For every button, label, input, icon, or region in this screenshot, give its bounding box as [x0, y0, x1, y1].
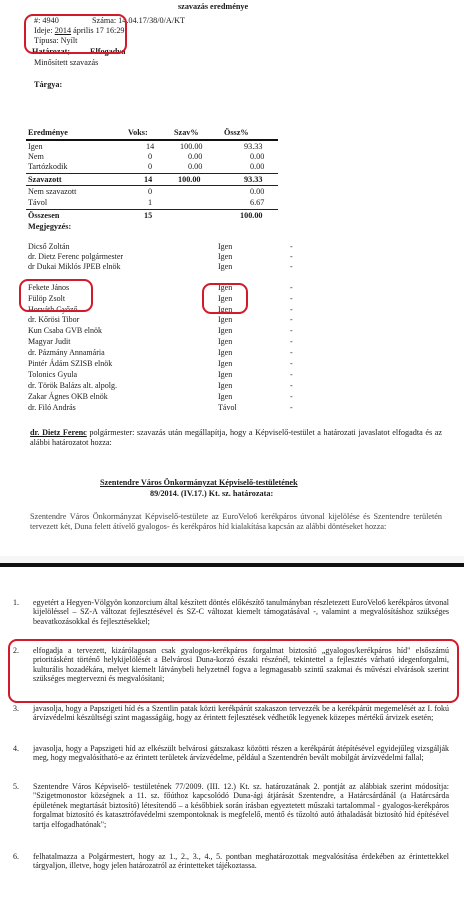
decision-value: Elfogadva [90, 47, 126, 56]
voter-vote: Igen [218, 326, 233, 335]
item-number: 3. [13, 704, 19, 713]
results-row-voks: 1 [148, 198, 153, 207]
voter-dash: - [290, 294, 293, 303]
conclusion-text: polgármester: szavazás után megállapítja, hogy a Képviselő-testület a határozati javaslatot elfogadta és az alábbi határozatot hozza: [30, 428, 443, 447]
results-voted-szav: 100.00 [178, 175, 201, 184]
voter-dash: - [290, 315, 293, 324]
voter-dash: - [290, 252, 293, 261]
voter-name: dr. Filó András [28, 403, 76, 412]
voter-dash: - [290, 283, 293, 292]
vote-time-year: 2014 [54, 26, 72, 35]
page-divider [0, 563, 464, 567]
results-rule [26, 209, 278, 210]
remarks-label: Megjegyzés: [28, 222, 72, 231]
voter-vote: Igen [218, 392, 233, 401]
voter-dash: - [290, 359, 293, 368]
results-row-label: Nem [28, 152, 44, 161]
results-total-voks: 15 [144, 211, 153, 220]
voter-vote: Igen [218, 370, 233, 379]
voter-vote: Igen [218, 305, 233, 314]
voter-vote: Igen [218, 337, 233, 346]
resolution-title: Szentendre Város Önkormányzat Képviselő-testületének [100, 478, 298, 487]
qualified-vote: Minősített szavazás [34, 58, 99, 67]
item-text: felhatalmazza a Polgármestert, hogy az 1., 2., 3., 4., 5. pontban meghatározottak megvalósítása érdekében az érintettekkel tárgyaljon, illetve, hogy jelen határozatról az érintetteket tájékoztassa. [33, 852, 449, 871]
voter-vote: Távol [218, 403, 237, 412]
results-row-label: Tartózkodik [28, 162, 68, 171]
voter-name: Kun Csaba GVB elnök [28, 326, 102, 335]
voter-name: Dicső Zoltán [28, 242, 70, 251]
results-row-szav: 0.00 [188, 162, 203, 171]
voter-dash: - [290, 381, 293, 390]
results-row-ossz: 0.00 [250, 152, 265, 161]
item-text: elfogadja a tervezett, kizárólagosan csak gyalogos-kerékpáros forgalmat biztosító „gyalogos/kerékpáros híd" elsőszámú prioritásként történő helykijelölését a Belvárosi Duna-korzó északi részénél, tekintettel a fejlesztés várható idegenforgalmi, kulturális hozadékára, melyet kiemelt látványbeli helyzetnél fogva a legmagasabb szintű szakmai és művészi elvárások szerint szükséges megtervezni és megvalósítani; [33, 646, 449, 684]
item-number: 2. [13, 646, 19, 655]
results-header-szav: Szav% [174, 128, 199, 137]
voter-dash: - [290, 262, 293, 271]
voter-vote: Igen [218, 348, 233, 357]
results-total-label: Összesen [28, 211, 60, 220]
voter-dash: - [290, 337, 293, 346]
results-row-ossz: 93.33 [244, 142, 263, 151]
item-number: 4. [13, 744, 19, 753]
item-number: 6. [13, 852, 19, 861]
item-number: 5. [13, 782, 19, 791]
voter-dash: - [290, 348, 293, 357]
results-row-ossz: 0.00 [250, 162, 265, 171]
voter-name: Magyar Judit [28, 337, 71, 346]
voter-name: dr Dukai Miklós JPEB elnök [28, 262, 121, 271]
item-number: 1. [13, 598, 19, 607]
page-heading: szavazás eredménye [178, 2, 249, 11]
item-text: javasolja, hogy a Papszigeti híd és a Szentlin patak közti kerékpárút szakaszon tervezzék be a kerékpárút megemelését az I. fokú árvízvédelmi készültségi szint magasságáig, hogy az érintett fejlesztések védhetők legyenek közepes mértékű árvizek esetén; [33, 704, 449, 723]
voter-name: Fülöp Zsolt [28, 294, 66, 303]
voter-name: dr. Török Balázs alt. alpolg. [28, 381, 117, 390]
item-text: javasolja, hogy a Papszigeti híd az elkészült belvárosi gátszakasz közötti részen a kerékpárút átépítésével egyidejűleg vizsgálják meg, hogy megvalósítható-e az érintett területek árvízvédelme, például a Szentendrén bevált mobilgát árvízvédelmi fallal; [33, 744, 449, 763]
voter-vote: Igen [218, 381, 233, 390]
voter-name: Zakar Ágnes OKB elnök [28, 392, 108, 401]
results-row-voks: 14 [146, 142, 155, 151]
results-row-label: Nem szavazott [28, 187, 77, 196]
results-header-rule [26, 139, 278, 141]
results-row-label: Távol [28, 198, 48, 207]
results-row-ossz: 6.67 [250, 198, 265, 207]
vote-time-rest: április 17 16:29 [73, 26, 125, 35]
results-row-szav: 100.00 [180, 142, 203, 151]
voter-vote: Igen [218, 242, 233, 251]
voter-name: Tolonics Gyula [28, 370, 77, 379]
results-header-label: Eredménye [28, 128, 68, 137]
conclusion-paragraph [30, 428, 442, 448]
subject-label: Tárgya: [34, 80, 63, 89]
results-voted-voks: 14 [144, 175, 153, 184]
scan-gap [0, 556, 464, 563]
item-text: Szentendre Város Képviselő- testületének 77/2009. (III. 12.) Kt. sz. határozatának 2. pontját az alábbiak szerint módosítja: "Szigetmonostor községnek a 11. sz. főúthoz kapcsolódó Duna-ági átjárását Szentendre, a Határcsárdánál (a Határcsárda épületének megtartását biztosító) létesítendő – a későbbiek során írásban egyeztetett műszaki tartalommal - gyalogos-kerékpáros forgalmat biztosító és katasztrófavédelmi szempontoknak is megfelelő, mentő és tűzoltó autó áthaladását biztosító híd építésével tartja elfogadhatónak"; [33, 782, 449, 829]
results-row-voks: 0 [148, 162, 153, 171]
results-row-label: Igen [28, 142, 43, 151]
voter-dash: - [290, 242, 293, 251]
voter-vote: Igen [218, 315, 233, 324]
voter-dash: - [290, 305, 293, 314]
voter-dash: - [290, 370, 293, 379]
resolution-number: 89/2014. (IV.17.) Kt. sz. határozata: [150, 489, 274, 498]
results-header-voks: Voks: [128, 128, 148, 137]
results-rule [26, 185, 278, 186]
decision-label: Határozat; [32, 47, 71, 56]
record-id: #: 4940 [34, 16, 59, 25]
results-voted-ossz: 93.33 [244, 175, 263, 184]
voter-vote: Igen [218, 252, 233, 261]
vote-time-label: Ideje: [34, 26, 53, 35]
voter-name: Horváth Győző [28, 305, 78, 314]
voter-name: dr. Pázmány Annamária [28, 348, 105, 357]
results-voted-label: Szavazott [28, 175, 62, 184]
voter-name: Fekete János [28, 283, 70, 292]
mayor-name: dr. Dietz Ferenc [30, 428, 87, 437]
results-total-ossz: 100.00 [240, 211, 263, 220]
voter-name: dr. Dietz Ferenc polgármester [28, 252, 124, 261]
voter-vote: Igen [218, 294, 233, 303]
record-number: Száma: 14.04.17/38/0/A/KT [92, 16, 186, 25]
voter-dash: - [290, 403, 293, 412]
item-text: egyetért a Hegyen-Völgyön konzorcium által készített döntés előkészítő tanulmányban részletezett EuroVelo6 kerékpáros útvonal kijelöléssel – SZ-A változat fejlesztésével és SZ-C változat kiemelt támogatásával -, valamint a megvalósításhoz szükséges beavatkozásokkal és fejlesztésekkel; [33, 598, 449, 626]
voter-vote: Igen [218, 283, 233, 292]
results-row-voks: 0 [148, 187, 153, 196]
vote-time [34, 26, 125, 36]
voter-vote: Igen [218, 262, 233, 271]
results-row-szav: 0.00 [188, 152, 203, 161]
voter-vote: Igen [218, 359, 233, 368]
vote-type: Típusa: Nyílt [34, 36, 78, 45]
results-header-ossz: Össz% [224, 128, 249, 137]
voter-dash: - [290, 392, 293, 401]
results-row-ossz: 0.00 [250, 187, 265, 196]
results-row-voks: 0 [148, 152, 153, 161]
voter-name: dr. Kőrösi Tibor [28, 315, 80, 324]
resolution-intro: Szentendre Város Önkormányzat Képviselő-testülete az EuroVelo6 kerékpáros útvonal kijelölése és Szentendre területén tervezett két, Duna felett átívelő gyalogos- és kerékpáros híd kialakítása kapcsán az alábbi döntéseket hozza: [30, 512, 442, 531]
voter-name: Pintér Ádám SZISB elnök [28, 359, 113, 368]
results-rule [26, 173, 278, 174]
voter-dash: - [290, 326, 293, 335]
